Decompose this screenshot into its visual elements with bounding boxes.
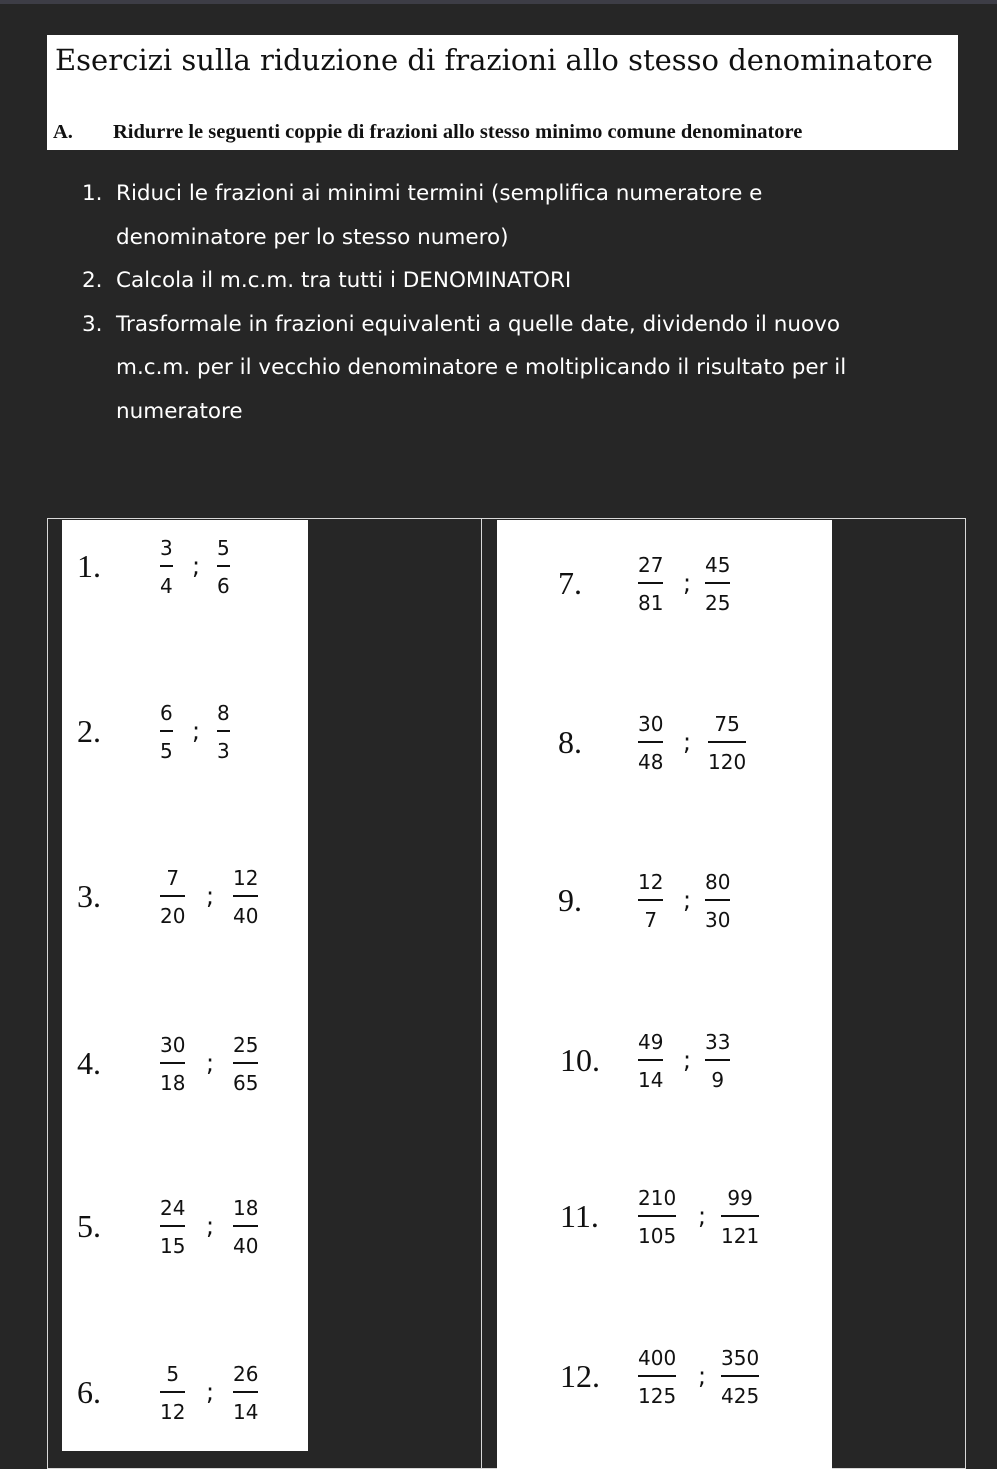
separator: ; [206,1378,215,1406]
instruction-item [82,172,942,259]
fraction [217,702,230,762]
fraction [217,537,230,597]
exercise-number: 1. [77,548,101,584]
instruction-number: 3. [82,311,103,337]
separator: ; [192,717,201,745]
instructions-list [82,172,942,433]
fraction [638,871,663,931]
numerator: 45 [705,553,731,577]
denominator: 81 [638,591,664,615]
exercise-number: 5. [77,1208,101,1244]
denominator: 30 [705,908,731,932]
numerator: 99 [727,1186,753,1210]
fraction [638,554,663,614]
fraction [708,713,746,773]
separator: ; [206,1049,215,1077]
numerator: 5 [217,536,230,560]
section-text: Ridurre le seguenti coppie di frazioni allo stesso minimo comune denominatore [113,121,803,143]
separator: ; [206,882,215,910]
separator: ; [206,1212,215,1240]
page-title: Esercizi sulla riduzione di frazioni allo stesso denominatore [55,43,933,77]
fraction [160,1197,185,1257]
fraction [160,1363,185,1423]
fraction [721,1347,759,1407]
fraction [160,1034,185,1094]
fraction [638,1347,676,1407]
window-top-border [0,0,997,4]
numerator: 24 [160,1196,186,1220]
denominator: 65 [233,1071,259,1095]
exercise-number: 3. [77,878,101,914]
denominator: 3 [217,739,230,763]
denominator: 105 [638,1224,677,1248]
denominator: 4 [160,574,173,598]
numerator: 30 [160,1033,186,1057]
denominator: 9 [711,1068,725,1092]
numerator: 33 [705,1030,731,1054]
instruction-line: numeratore [116,398,243,424]
exercise-number: 12. [560,1358,600,1394]
denominator: 7 [644,908,658,932]
fraction [233,1034,258,1094]
fraction [160,537,173,597]
exercise-number: 4. [77,1045,101,1081]
numerator: 12 [638,870,664,894]
numerator: 3 [160,536,173,560]
instruction-number: 2. [82,268,103,293]
fraction [638,713,663,773]
fraction [705,871,730,931]
exercise-number: 8. [558,724,582,760]
instruction-number: 1. [82,181,103,206]
instruction-line: Trasformale in frazioni equivalenti a quelle date, dividendo il nuovo [116,311,841,337]
denominator: 125 [638,1384,677,1408]
denominator: 14 [233,1400,259,1424]
right-column-panel [497,520,832,1469]
denominator: 121 [721,1224,760,1248]
fraction [160,867,185,927]
numerator: 80 [705,870,731,894]
separator: ; [192,552,201,580]
denominator: 6 [217,574,230,598]
instruction-item [82,303,942,434]
numerator: 6 [160,701,173,725]
numerator: 7 [166,866,180,890]
fraction [705,1031,730,1091]
section-label: A. [53,121,73,143]
denominator: 15 [160,1234,186,1258]
exercise-number: 10. [560,1042,600,1078]
denominator: 425 [721,1384,760,1408]
instruction-line: denominatore per lo stesso numero) [116,224,509,250]
exercise-number: 9. [558,882,582,918]
denominator: 20 [160,904,186,928]
denominator: 40 [233,1234,259,1258]
fraction [705,554,730,614]
fraction [721,1187,759,1247]
denominator: 48 [638,750,664,774]
fraction [233,867,258,927]
numerator: 26 [233,1362,259,1386]
numerator: 18 [233,1196,259,1220]
left-column-panel [62,520,308,1451]
denominator: 25 [705,591,731,615]
denominator: 14 [638,1068,664,1092]
denominator: 12 [160,1400,186,1424]
instruction-line: Calcola il m.c.m. tra tutti i DENOMINATORI [116,268,572,293]
denominator: 120 [708,750,747,774]
separator: ; [683,569,692,597]
numerator: 49 [638,1030,664,1054]
numerator: 210 [638,1186,677,1210]
numerator: 8 [217,701,230,725]
instruction-line: Riduci le frazioni ai minimi termini (semplifica numeratore e [116,181,763,206]
numerator: 75 [714,712,740,736]
fraction [638,1187,676,1247]
exercise-number: 2. [77,713,101,749]
fraction [160,702,173,762]
numerator: 30 [638,712,664,736]
numerator: 27 [638,553,664,577]
denominator: 40 [233,904,259,928]
denominator: 18 [160,1071,186,1095]
separator: ; [698,1362,707,1390]
exercise-number: 11. [560,1198,599,1234]
numerator: 5 [166,1362,180,1386]
exercise-number: 6. [77,1374,101,1410]
fraction [233,1363,258,1423]
section-heading [47,118,958,150]
denominator: 5 [160,739,173,763]
separator: ; [683,1046,692,1074]
exercise-number: 7. [558,565,582,601]
numerator: 12 [233,866,259,890]
separator: ; [683,728,692,756]
numerator: 400 [638,1346,677,1370]
separator: ; [683,886,692,914]
column-divider [481,518,482,1469]
header-box [47,35,958,150]
fraction [638,1031,663,1091]
numerator: 350 [721,1346,760,1370]
instruction-item [82,259,942,303]
fraction [233,1197,258,1257]
instruction-line: m.c.m. per il vecchio denominatore e moltiplicando il risultato per il [116,355,847,380]
numerator: 25 [233,1033,259,1057]
separator: ; [698,1202,707,1230]
